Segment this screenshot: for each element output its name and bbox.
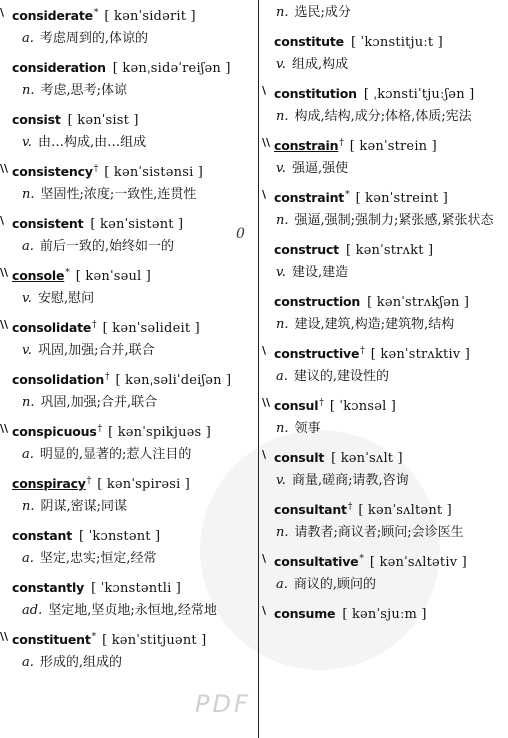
definition [0, 650, 262, 676]
definition [0, 390, 262, 416]
definition-text: 选民;成分 [294, 5, 351, 20]
dictionary-entry [262, 78, 508, 130]
pronunciation: [ kənˈstrʌktiv ] [370, 347, 470, 362]
dictionary-entry [0, 364, 262, 416]
entry-headline [0, 52, 262, 78]
definition [0, 182, 262, 208]
pronunciation: [ kənˈsist ] [67, 113, 139, 128]
dictionary-entry [262, 130, 508, 182]
headword: construction [274, 294, 361, 309]
dictionary-entry [0, 52, 262, 104]
headword: consolidation [12, 372, 105, 387]
dictionary-entry [262, 598, 508, 624]
part-of-speech: a. [22, 551, 34, 566]
headword: consideration [12, 60, 106, 75]
headword: consistency [12, 164, 93, 179]
part-of-speech: n. [22, 187, 35, 202]
definition [0, 26, 262, 52]
definition-text: 建设,建筑,构造;建筑物,结构 [294, 317, 455, 332]
entry-headline [0, 416, 262, 442]
entry-headline [262, 78, 508, 104]
dictionary-entry [262, 546, 508, 598]
definition-text: 请教者;商议者;顾问;会诊医生 [294, 525, 464, 540]
dictionary-entry [262, 182, 508, 234]
dictionary-entry [0, 156, 262, 208]
definition [262, 572, 508, 598]
part-of-speech: n. [276, 317, 289, 332]
definition [0, 598, 262, 624]
frequency-mark: \ [262, 604, 267, 617]
headword: consul [274, 398, 319, 413]
entry-headline [0, 312, 262, 338]
definition [262, 104, 508, 130]
level-marker: † [347, 502, 353, 512]
level-marker: † [92, 320, 97, 330]
entry-headline [0, 104, 262, 130]
headword: consolidate [12, 320, 92, 335]
part-of-speech: a. [276, 369, 288, 384]
entry-headline [0, 0, 262, 26]
pronunciation: [ kənˈsistənt ] [90, 217, 184, 232]
frequency-mark: \\ [0, 266, 9, 279]
dictionary-entry [262, 0, 508, 26]
pronunciation: [ kənˌsidəˈreiʃən ] [112, 61, 231, 76]
frequency-mark: \ [262, 188, 267, 201]
definition [0, 286, 262, 312]
level-marker: † [86, 476, 92, 486]
watermark-text: PDF [195, 690, 251, 718]
headword: constant [12, 528, 73, 543]
pronunciation: [ kənˌsəliˈdeiʃən ] [115, 373, 232, 388]
definition [0, 442, 262, 468]
level-marker: † [105, 372, 110, 382]
dictionary-entry [0, 416, 262, 468]
definition-text: 强逼,强制;强制力;紧张感,紧张状态 [294, 213, 494, 228]
dictionary-entry [0, 520, 262, 572]
part-of-speech: n. [276, 5, 289, 20]
part-of-speech: n. [22, 499, 35, 514]
headword: constrain [274, 138, 339, 153]
dictionary-entry [262, 338, 508, 390]
pronunciation: [ kənˈsistənsi ] [104, 165, 204, 180]
dictionary-entry [0, 0, 262, 52]
definition-text: 坚定地,坚贞地;永恒地,经常地 [48, 603, 217, 618]
entry-headline [262, 234, 508, 260]
frequency-mark: \ [262, 84, 267, 97]
frequency-mark: \ [262, 448, 267, 461]
headword: consistent [12, 216, 84, 231]
pronunciation: [ kənˈstrʌkt ] [345, 243, 434, 258]
headword: constitute [274, 34, 344, 49]
pronunciation: [ kənˈstitjuənt ] [102, 633, 207, 648]
definition-text: 强逼,强使 [291, 161, 349, 176]
entry-headline [0, 520, 262, 546]
frequency-mark: \\ [0, 422, 9, 435]
part-of-speech: a. [276, 577, 288, 592]
headword: consist [12, 112, 61, 127]
entry-headline [262, 546, 508, 572]
definition-text: 前后一致的,始终如一的 [39, 239, 175, 254]
pronunciation: [ ˈkɔnsəl ] [329, 399, 397, 414]
frequency-mark: \\ [0, 162, 9, 175]
definition-text: 形成的,组成的 [39, 655, 123, 670]
entry-headline [0, 364, 262, 390]
headword: conspicuous [12, 424, 97, 439]
level-marker: * [359, 554, 364, 564]
definition-text: 坚固性;浓度;一致性,连贯性 [40, 187, 197, 202]
definition [0, 130, 262, 156]
definition-text: 巩固,加强;合并,联合 [40, 395, 158, 410]
entry-headline [0, 624, 262, 650]
level-marker: * [345, 190, 350, 200]
dictionary-entry [0, 208, 262, 260]
definition [0, 546, 262, 572]
dictionary-entry [262, 494, 508, 546]
headword: constitution [274, 86, 357, 101]
part-of-speech: n. [276, 421, 289, 436]
pronunciation: [ kənˈstrʌkʃən ] [367, 295, 470, 310]
part-of-speech: v. [276, 265, 286, 280]
entry-headline [262, 390, 508, 416]
definition [262, 0, 508, 26]
headword: constraint [274, 190, 345, 205]
part-of-speech: v. [22, 135, 32, 150]
definition [262, 364, 508, 390]
pronunciation: [ kənˈstreint ] [355, 191, 449, 206]
dictionary-entry [0, 572, 262, 624]
entry-headline [0, 260, 262, 286]
dictionary-entry [262, 234, 508, 286]
pronunciation: [ ˌkɔnstiˈtjuːʃən ] [363, 87, 475, 102]
definition-text: 明显的,显著的;惹人注目的 [39, 447, 192, 462]
definition [262, 208, 508, 234]
dictionary-entry [0, 260, 262, 312]
pronunciation: [ ˈkɔnstənt ] [79, 529, 161, 544]
frequency-mark: \ [0, 214, 5, 227]
definition [0, 494, 262, 520]
definition-text: 组成,构成 [291, 57, 349, 72]
part-of-speech: a. [22, 239, 34, 254]
definition [262, 52, 508, 78]
dictionary-entry [262, 442, 508, 494]
definition-text: 建议的,建设性的 [293, 369, 390, 384]
entry-headline [262, 26, 508, 52]
dictionary-entry [0, 312, 262, 364]
dictionary-entry [0, 624, 262, 676]
frequency-mark: \ [0, 6, 5, 19]
frequency-mark: \ [262, 344, 267, 357]
pronunciation: [ kənˈsʌltənt ] [358, 503, 452, 518]
dictionary-entry [0, 104, 262, 156]
level-marker: * [65, 268, 70, 278]
definition-text: 安慰,慰问 [37, 291, 95, 306]
dictionary-entry [262, 390, 508, 442]
pronunciation: [ kənˈsjuːm ] [342, 607, 427, 622]
definition-text: 商议的,顾问的 [293, 577, 377, 592]
frequency-mark: \ [262, 552, 267, 565]
right-column [262, 0, 508, 624]
definition [262, 156, 508, 182]
part-of-speech: v. [22, 291, 32, 306]
headword: constructive [274, 346, 360, 361]
definition [0, 234, 262, 260]
headword: console [12, 268, 65, 283]
definition [262, 468, 508, 494]
definition-text: 巩固,加强;合并,联合 [37, 343, 155, 358]
headword: constituent [12, 632, 91, 647]
headword: consultant [274, 502, 347, 517]
part-of-speech: a. [22, 447, 34, 462]
part-of-speech: n. [22, 395, 35, 410]
headword: considerate [12, 8, 93, 23]
headword: consult [274, 450, 325, 465]
pronunciation: [ kənˈsʌlt ] [331, 451, 403, 466]
dictionary-entry [262, 286, 508, 338]
part-of-speech: n. [276, 525, 289, 540]
level-marker: † [93, 164, 99, 174]
entry-headline [262, 182, 508, 208]
definition-text: 商量,磋商;请教,咨询 [291, 473, 409, 488]
definition-text: 考虑周到的,体谅的 [39, 31, 149, 46]
headword: construct [274, 242, 339, 257]
entry-headline [0, 468, 262, 494]
definition [0, 78, 262, 104]
part-of-speech: a. [22, 655, 34, 670]
pronunciation: [ kənˈsəul ] [75, 269, 152, 284]
part-of-speech: n. [276, 109, 289, 124]
part-of-speech: ad. [22, 603, 43, 618]
definition [262, 416, 508, 442]
headword: consultative [274, 554, 359, 569]
headword: constantly [12, 580, 85, 595]
headword: conspiracy [12, 476, 86, 491]
level-marker: † [319, 398, 324, 408]
left-column [0, 0, 262, 676]
part-of-speech: n. [276, 213, 289, 228]
part-of-speech: n. [22, 83, 35, 98]
entry-headline [0, 572, 262, 598]
definition [262, 312, 508, 338]
pronunciation: [ kənˈspirəsi ] [97, 477, 191, 492]
margin-annotation: 0 [236, 226, 245, 242]
entry-headline [0, 156, 262, 182]
entry-headline [0, 208, 262, 234]
entry-headline [262, 286, 508, 312]
definition [262, 520, 508, 546]
level-marker: † [360, 346, 365, 356]
entry-headline [262, 442, 508, 468]
definition-text: 构成,结构,成分;体格,体质;宪法 [294, 109, 472, 124]
dictionary-entry [0, 468, 262, 520]
pronunciation: [ kənˈsidərit ] [104, 9, 196, 24]
part-of-speech: v. [22, 343, 32, 358]
entry-headline [262, 494, 508, 520]
part-of-speech: a. [22, 31, 34, 46]
pronunciation: [ kənˈstrein ] [349, 139, 437, 154]
definition-text: 领事 [294, 421, 321, 436]
part-of-speech: v. [276, 161, 286, 176]
dictionary-entry [262, 26, 508, 78]
pronunciation: [ kənˈsʌltətiv ] [369, 555, 467, 570]
pronunciation: [ ˈkɔnstəntli ] [91, 581, 182, 596]
definition [262, 260, 508, 286]
level-marker: * [93, 8, 99, 18]
entry-headline [262, 338, 508, 364]
definition-text: 考虑,思考;体谅 [40, 83, 128, 98]
entry-headline [262, 130, 508, 156]
pronunciation: [ kənˈspikjuəs ] [108, 425, 212, 440]
pronunciation: [ ˈkɔnstitjuːt ] [350, 35, 443, 50]
frequency-mark: \\ [0, 318, 9, 331]
frequency-mark: \\ [262, 136, 271, 149]
level-marker: † [97, 424, 103, 434]
definition-text: 建设,建造 [291, 265, 349, 280]
level-marker: † [339, 138, 344, 148]
definition-text: 坚定,忠实;恒定,经常 [39, 551, 157, 566]
headword: consume [274, 606, 336, 621]
entry-headline [262, 598, 508, 624]
pronunciation: [ kənˈsəlideit ] [102, 321, 200, 336]
part-of-speech: v. [276, 473, 286, 488]
frequency-mark: \\ [0, 630, 9, 643]
part-of-speech: v. [276, 57, 286, 72]
definition-text: 由…构成,由…组成 [37, 135, 147, 150]
level-marker: * [91, 632, 97, 642]
frequency-mark: \\ [262, 396, 271, 409]
definition [0, 338, 262, 364]
definition-text: 阴谋,密谋;同谋 [40, 499, 128, 514]
